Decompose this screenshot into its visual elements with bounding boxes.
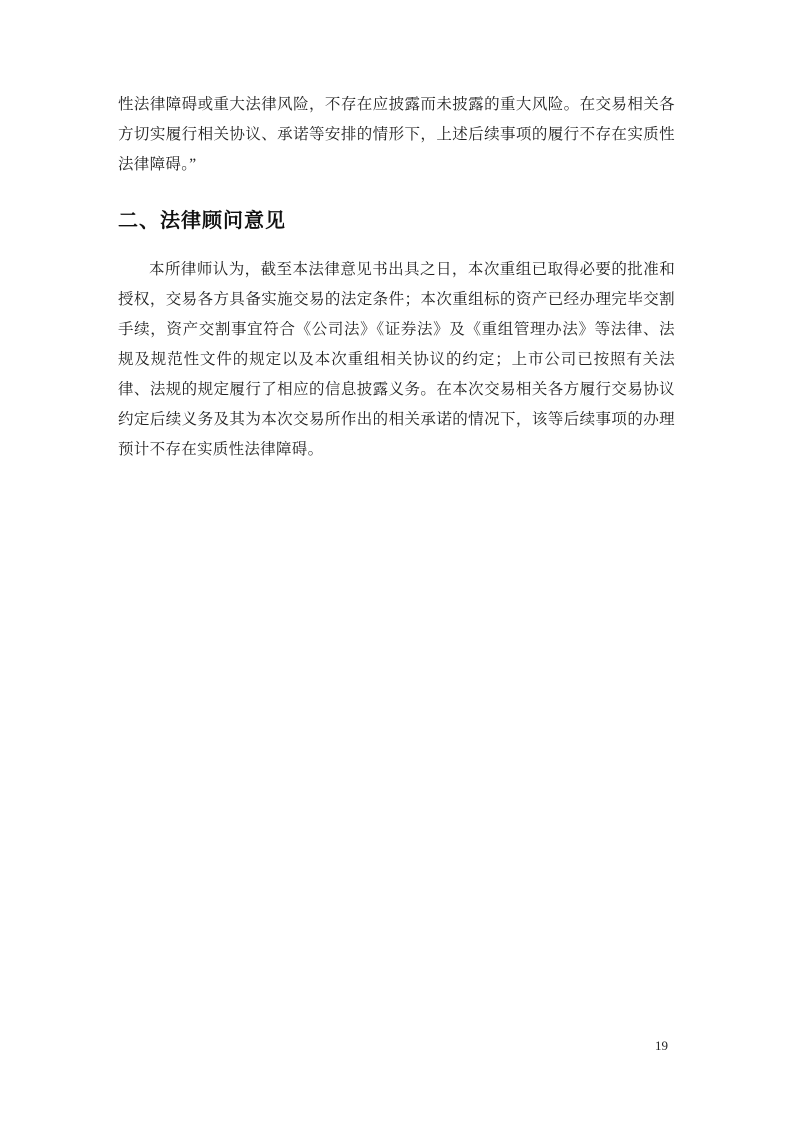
- section-heading-legal-advisor-opinion: 二、法律顾问意见: [118, 210, 286, 232]
- continuation-paragraph: 性法律障碍或重大法律风险，不存在应披露而未披露的重大风险。在交易相关各方切实履行相关协议、承诺等安排的情形下，上述后续事项的履行不存在实质性法律障碍。”: [118, 96, 675, 173]
- body-paragraph: 本所律师认为，截至本法律意见书出具之日，本次重组已取得必要的批准和授权，交易各方具备实施交易的法定条件；本次重组标的资产已经办理完毕交割手续，资产交割事宜符合《公司法》《证券法》及《重组管理办法》等法律、法规及规范性文件的规定以及本次重组相关协议的约定；上市公司已按照有关法律、法规的规定履行了相应的信息披露义务。在本次交易相关各方履行交易协议约定后续义务及其为本次交易所作出的相关承诺的情况下，该等后续事项的办理预计不存在实质性法律障碍。: [118, 261, 675, 458]
- page-content: [118, 90, 675, 465]
- page-number: 19: [655, 1038, 668, 1053]
